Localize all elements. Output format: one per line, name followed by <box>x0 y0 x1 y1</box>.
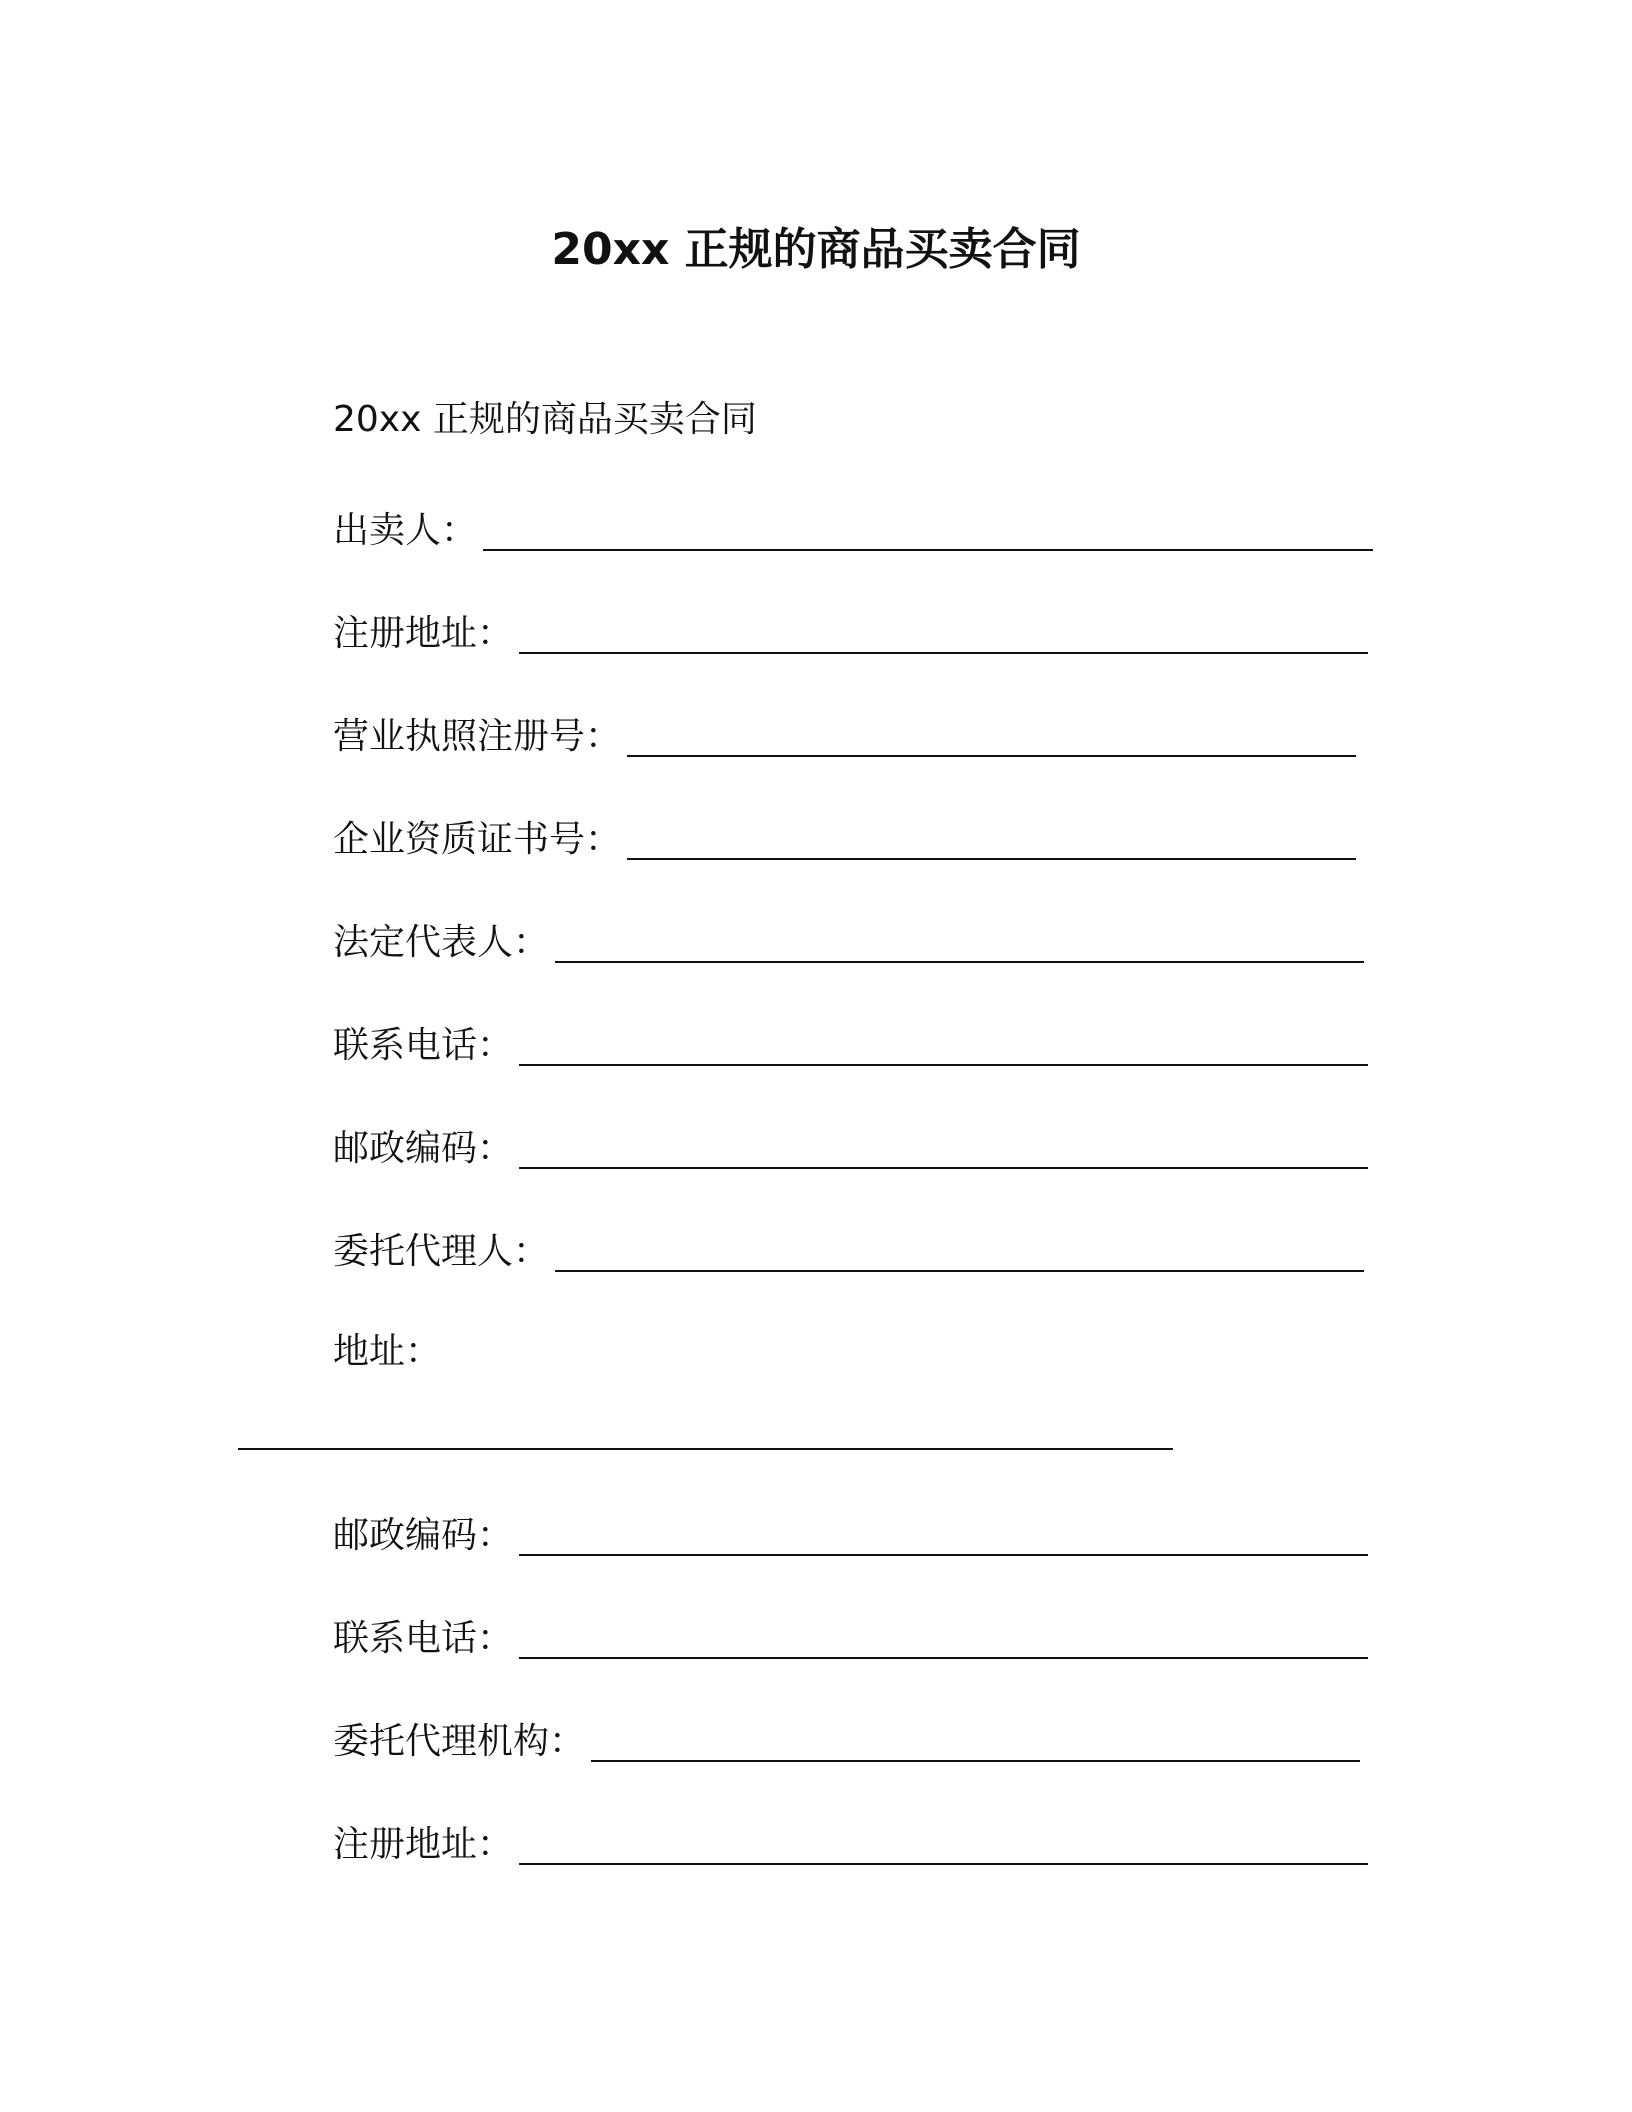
phone-field <box>333 1020 1368 1070</box>
agent-phone-field <box>333 1613 1368 1663</box>
address-field <box>333 1326 441 1376</box>
business-license-label: 营业执照注册号： <box>333 716 622 757</box>
business-license-field <box>333 711 1356 761</box>
agent-phone-blank-line <box>519 1657 1368 1659</box>
seller-label: 出卖人： <box>333 510 478 551</box>
agent-postal-code-label: 邮政编码： <box>333 1515 514 1556</box>
qualification-cert-label: 企业资质证书号： <box>333 819 622 860</box>
seller-blank-line <box>483 549 1373 551</box>
agent-phone-label: 联系电话： <box>333 1618 514 1659</box>
registered-address-label: 注册地址： <box>333 613 514 654</box>
phone-label: 联系电话： <box>333 1025 514 1066</box>
seller-field <box>333 505 1373 555</box>
legal-representative-blank-line <box>555 961 1364 963</box>
phone-blank-line <box>519 1064 1368 1066</box>
document-subtitle: 20xx 正规的商品买卖合同 <box>333 399 757 440</box>
authorized-agent-label: 委托代理人： <box>333 1231 550 1272</box>
qualification-cert-field <box>333 814 1356 864</box>
address-blank-line <box>238 1448 1173 1450</box>
agency-registered-address-label: 注册地址： <box>333 1824 514 1865</box>
postal-code-field <box>333 1123 1368 1173</box>
address-label: 地址： <box>333 1331 442 1372</box>
postal-code-blank-line <box>519 1167 1368 1169</box>
agent-postal-code-blank-line <box>519 1554 1368 1556</box>
legal-representative-field <box>333 917 1364 967</box>
document-title: 20xx 正规的商品买卖合同 <box>551 224 1081 275</box>
postal-code-label: 邮政编码： <box>333 1128 514 1169</box>
agency-blank-line <box>591 1760 1360 1762</box>
agency-registered-address-blank-line <box>519 1863 1368 1865</box>
agency-label: 委托代理机构： <box>333 1721 586 1762</box>
agency-registered-address-field <box>333 1819 1368 1869</box>
business-license-blank-line <box>627 755 1356 757</box>
qualification-cert-blank-line <box>627 858 1356 860</box>
agent-postal-code-field <box>333 1510 1368 1560</box>
legal-representative-label: 法定代表人： <box>333 922 550 963</box>
registered-address-blank-line <box>519 652 1368 654</box>
authorized-agent-blank-line <box>555 1270 1364 1272</box>
registered-address-field <box>333 608 1368 658</box>
agency-field <box>333 1716 1360 1766</box>
authorized-agent-field <box>333 1226 1364 1276</box>
